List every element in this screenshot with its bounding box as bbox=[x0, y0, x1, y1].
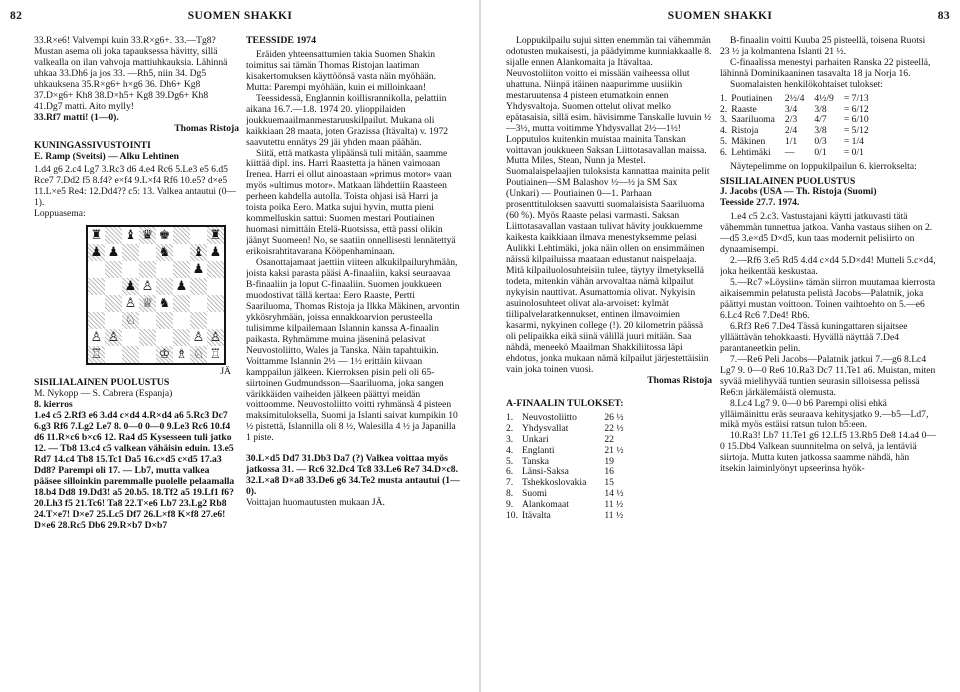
board-square bbox=[156, 244, 173, 261]
chess-piece-icon: ♙ bbox=[192, 330, 205, 346]
paragraph: Suomalaisten henkilökohtaiset tulokset: bbox=[730, 78, 883, 90]
chess-board bbox=[86, 225, 226, 365]
chess-piece-icon: ♝ bbox=[124, 228, 137, 244]
board-square bbox=[88, 244, 105, 261]
move-annotation: 8.Lc4 Lg7 9. 0—0 b6 Parempi olisi ehkä ylläimäinittu eräs seuraava kehitysjatko 9.—b5—Ld7, mikä myös estäisi ratsun tulon b5:een. bbox=[720, 397, 929, 431]
board-square bbox=[88, 261, 105, 278]
board-square bbox=[88, 346, 105, 363]
results-rank: 6. bbox=[506, 466, 514, 478]
chess-piece-icon: ♚ bbox=[158, 228, 171, 244]
paragraph: Siitä, että matkasta ylipäänsä tuli mitään, saamme kiittää dipl. ins. Harri Raastetta ja hänen vaimoaan Irenea. Harri ei ollut ainoastaan »primus motor» vaan myös »ultimus motor». Matkaan lähdettiin Raasteen perheen kahdella autolla. Toista ohjasi isä Harri ja toista poika Eero. Matka sujui hyvin, mutta pieni kommelluskin sattui: Suomen mestari Poutiainen huomasi nimittäin Etelä-Ruotsissa, että passi olikin jäänyt Suomeen! No, se saatiin onnellisesti lennätettyä erikoisrahtitavarana Kööpenhaminaan. bbox=[246, 147, 456, 258]
chess-piece-icon: ♟ bbox=[192, 262, 205, 278]
board-square bbox=[105, 312, 122, 329]
results-points: 21 ½ bbox=[604, 444, 624, 456]
board-square bbox=[173, 244, 190, 261]
chess-piece-icon: ♘ bbox=[192, 347, 205, 363]
results-country: Tshekkoslovakia bbox=[522, 477, 587, 489]
round-label: 8. kierros bbox=[34, 399, 73, 411]
board-square bbox=[173, 261, 190, 278]
board-square bbox=[122, 278, 139, 295]
game-event: Teesside 27.7. 1974. bbox=[720, 197, 800, 209]
board-square bbox=[105, 295, 122, 312]
board-square bbox=[173, 329, 190, 346]
results-country: Unkari bbox=[522, 434, 549, 446]
board-square bbox=[88, 295, 105, 312]
column-2 bbox=[246, 36, 460, 686]
chess-piece-icon: ♞ bbox=[158, 245, 171, 261]
game-moves: 30.L×d5 Dd7 31.Db3 Da7 (?) Valkea voittaa myös jatkossa 31. — Rc6 32.Dc4 Tc8 33.Le6 Re7 34.D×c8. 32.L×a8 D×a8 33.De6 g6 34.Te2 musta antautui (1—0). bbox=[246, 453, 460, 498]
results-country: Yhdysvallat bbox=[522, 423, 569, 435]
move-annotation: 1.e4 c5 2.c3. Vastustajani käytti jatkuvasti tätä vähemmän tunnettua jatkoa. Vanha vastaus siihen on 2.—d5 3.e×d5 D×d5, kun taas modernit pelisiirto on dynaamisempi. bbox=[720, 211, 933, 256]
results-country: Itävalta bbox=[522, 509, 551, 521]
paragraph: Eräiden yhteensattumien takia Suomen Shakin toimitus sai tämän Thomas Ristojan laatiman kisakertomuksen käyttöönsä vasta näin myöhään. Mutta: Parempi myöhään, kuin ei milloinkaan! bbox=[246, 48, 436, 93]
paragraph: Osanottajamaat jaettiin viiteen alkukilpailuryhmään, joista kaksi parasta pääsi A-finaaliin, kaksi seuraavaa B-finaaliin ja loput C-finaaliin. Suomen joukkueen muodostivat tällä kertaa: Eero Raaste, Pertti Saariluoma, Thomas Ristoja ja Ilkka Mäkinen, arvontin ykkösryhmään, joissa ennakkoarvion perusteella tulisimme kilpailemaan Islannin kanssa A-finaalin paikasta. Ryhmämme muina jäseninä pelasivat Neuvostoliitto, Wales ja Tanska. Näin tapahtuikin. Voittamme Islannin 2½ — 1½ erittäin kiivaan kamppailun jälkeen. Kierroksen pisin peli oli 65-siirtoinen Gudmundsson—Saariluoma, joka sangen värikkäiden vaiheiden jälkeen päättyi meidän voittoomme. Neuvostoliitto voitti ryhmänsä 4 pisteen maksimituloksella, Suomi ja Islanti saivat kumpikin 10 ½ pistettä, Islannilla oli 8 ½, Walesilla 4 ½ ja Japanilla 1 piste. bbox=[246, 257, 460, 444]
move-annotation: 6.Rf3 Re6 7.De4 Tässä kuningattaren sijaitsee ylläättävän tehokkaasti. Hyvällä näyttää 7.De4 parantaneetkin pelin. bbox=[720, 320, 908, 354]
game-players: E. Ramp (Sveitsi) — Alku Lehtinen bbox=[34, 150, 179, 162]
section-heading: TEESSIDE 1974 bbox=[246, 36, 316, 46]
board-square bbox=[207, 346, 224, 363]
personal-c: = 5/12 bbox=[843, 125, 869, 137]
paragraph: Loppukilpailu sujui sitten enemmän tai vähemmän odotusten mukaisesti, ja päädyimme kunniakkaalle 8. sijalle ennen Alankomaita ja Itävaltaa. Neuvostoliiton voitto ei missään vaiheessa ollut uhattuna. Niinpä itäinen naapurimme uusiikin mestaruutensa 4 pisteen etumatkoin ennen Yhdysvaltoja. Suomen ottelut olivat melko epätasaisia, sillä esim. hävisimme Tanskalle luvuin ½—3½, mutta voitimme Yhdysvallat 2½—1½! Lopputulos kuitenkin muistaa mainita Tanskan voittavan joukkueen Saksan Liittotasavallan maissa. Mutta Miles, Stean, Nunn ja Mestel. Suomalaispelaajien tuloksista kannattaa mainita pelit Poutiainen—SM Balashov ½—½ ja SM Sax (Unkari) — Poutiainen 0—1. Parhaan prosenttituloksen saavutti suomalaisista Saariluoma (60 %). Myös Raaste pelasi varmasti. Saksan Liittotasavallan vastaan tulivat hävity joukkuemme kaikesta kaikkiaan ilmava menestyksemme pelasi Aulikki Lehtimäki, joka näin ollen on ensimmäinen näissä kilpailuissa maataan edustanut naispelaaja. Mitä kilpailuolosuhteisiin tulee, täytyy ilmetyksellä todeta, mitenkin vähän arvovaltaa nämä kilpailut nykyisin nauttivat. Asumattomia olivat. Nykyisin asuinolosuhteet olivat ala-arvoiset: kylmät tiilipalvelaratkennukset, entinen ilmavoimien kasarmi, nykyinen college (!). 20 kilometrin päässä oli pelipaikka eikä siinä välillä juuri mitään. Saa nähdä, meneekö Maailman Shakkiliitossa läpi ehdotus, jonka mukaan nämä kilpailut järjestettäisiin vain joka toinen vuosi. bbox=[506, 36, 712, 375]
board-square bbox=[105, 244, 122, 261]
column-3 bbox=[506, 36, 712, 686]
results-country: Tanska bbox=[522, 455, 550, 467]
results-points: 19 bbox=[604, 455, 614, 467]
move-annotation: 5.—Rc7 »Löysiin» tämän siirron muutamaa kierrosta aikaisemmin pelatusta pelistä Jacobs—Palatnik, joka päättyi mustan voittoon. Toinen vaihtoehto on 5.—e6 6.Lc4 Rc6 7.De4! Rb6. bbox=[720, 277, 936, 321]
results-table bbox=[506, 413, 628, 521]
signature: Thomas Ristoja bbox=[174, 122, 239, 134]
results-rank: 10. bbox=[506, 509, 518, 521]
results-rank: 9. bbox=[506, 498, 514, 510]
chess-piece-icon: ♟ bbox=[209, 245, 222, 261]
board-square bbox=[190, 346, 207, 363]
personal-c: = 6/12 bbox=[843, 103, 869, 115]
personal-results-table bbox=[720, 94, 873, 159]
paragraph: C-finaalissa menestyi parhaiten Ranska 22 pisteellä, lähinnä Dominikaaninen tasavalta 18 ja Norja 16. bbox=[720, 56, 931, 79]
right-page-number: 83 bbox=[937, 10, 950, 22]
results-country: Englanti bbox=[522, 444, 555, 456]
section-heading: KUNINGASSIVUSTOINTI bbox=[34, 139, 151, 151]
annotation-comment: Voittajan huomautusten mukaan JÄ. bbox=[246, 497, 385, 509]
results-country: Alankomaat bbox=[522, 498, 569, 510]
board-square bbox=[190, 312, 207, 329]
results-rank: 7. bbox=[506, 477, 514, 489]
chess-piece-icon: ♙ bbox=[209, 330, 222, 346]
chess-piece-icon: ♗ bbox=[175, 347, 188, 363]
table-row bbox=[720, 94, 873, 105]
game-players: M. Nykopp — S. Cabrera (Espanja) bbox=[34, 388, 173, 400]
board-square bbox=[139, 312, 156, 329]
board-square bbox=[207, 244, 224, 261]
board-square bbox=[190, 261, 207, 278]
results-points: 11 ½ bbox=[604, 509, 624, 521]
chess-piece-icon: ♜ bbox=[209, 228, 222, 244]
table-row bbox=[506, 511, 628, 522]
board-square bbox=[88, 312, 105, 329]
board-square bbox=[156, 278, 173, 295]
results-rank: 4. bbox=[506, 444, 514, 456]
paragraph: Teessidessä, Englannin koillisrannikolla, pelattiin aikana 16.7.—1.8. 1974 20. ylioppilaiden joukkuemaailmanmestaruuskilpailut. Mukana oli kaikkiaan 28 maata, joten Grazissa (Itävalta) v. 1972 saavutettu ennätys 29 jäi yhden maan päähän. bbox=[246, 92, 449, 148]
game-annotation-top: 33.R×e6! Valvempi kuin 33.R×g6+. 33.—Tg8? Mustan asema oli joka tapauksessa hävitty, sillä valkealla on ilan vahvoja mattiuhkauksia. Lähinnä uhkaa 33.Dh6 ja jos 33. —Rh5, niin 34. Dg5 uhkauksena 35.R×g6+ h×g6 36. Dh6+ Kg8 37.D×g6+ Kh8 38.D×h5+ Kg8 39.Dg6+ Kh8 41.Dg7 matti. Aito mylly! bbox=[34, 36, 228, 112]
board-square bbox=[207, 227, 224, 244]
results-country: Länsi-Saksa bbox=[522, 466, 569, 478]
board-square bbox=[207, 295, 224, 312]
game-players: J. Jacobs (USA — Th. Ristoja (Suomi) bbox=[720, 186, 877, 198]
personal-a: — bbox=[784, 146, 795, 158]
board-square bbox=[190, 227, 207, 244]
board-square bbox=[173, 227, 190, 244]
results-country: Neuvostoliitto bbox=[522, 412, 577, 424]
board-square bbox=[156, 312, 173, 329]
personal-c: = 1/4 bbox=[843, 135, 864, 147]
chess-piece-icon: ♖ bbox=[209, 347, 222, 363]
chess-piece-icon: ♙ bbox=[90, 330, 103, 346]
personal-b: 3/8 bbox=[814, 125, 827, 137]
personal-rank: 1. bbox=[720, 92, 728, 104]
personal-b: 4/7 bbox=[814, 114, 827, 126]
results-rank: 5. bbox=[506, 455, 514, 467]
left-page-header bbox=[10, 10, 470, 22]
board-square bbox=[190, 244, 207, 261]
personal-name: Lehtimäki bbox=[731, 146, 771, 158]
diagram-caption: JÄ bbox=[220, 366, 231, 378]
personal-b: 3/8 bbox=[814, 103, 827, 115]
paragraph: Näytepelimme on loppukilpailun 6. kierrokselta: bbox=[730, 160, 917, 172]
personal-rank: 4. bbox=[720, 125, 728, 137]
chess-piece-icon: ♟ bbox=[107, 245, 120, 261]
personal-a: 3/4 bbox=[784, 103, 798, 115]
board-square bbox=[173, 346, 190, 363]
personal-b: 0/3 bbox=[814, 135, 827, 147]
board-square bbox=[173, 312, 190, 329]
personal-c: = 0/1 bbox=[843, 146, 864, 158]
personal-c: = 6/10 bbox=[843, 114, 869, 126]
results-rank: 8. bbox=[506, 488, 514, 500]
board-square bbox=[207, 261, 224, 278]
chess-piece-icon: ♔ bbox=[158, 347, 171, 363]
signature: Thomas Ristoja bbox=[647, 374, 712, 386]
board-square bbox=[105, 261, 122, 278]
result-line: 33.Rf7 matti! (1—0). bbox=[34, 111, 119, 123]
board-square bbox=[88, 278, 105, 295]
game-moves: 1.d4 g6 2.c4 Lg7 3.Rc3 d6 4.e4 Rc6 5.Le3 e5 6.d5 Rce7 7.Dd2 f5 8.f4? e×f4 9.L×f4 Rf6 10.e5? d×e5 11.L×e5 Re4: 12.Dd4?? c5: 13. Valkea antautui (0—1). bbox=[34, 164, 237, 209]
board-square bbox=[190, 295, 207, 312]
personal-a: 1/1 bbox=[784, 135, 798, 147]
board-square bbox=[156, 346, 173, 363]
game-moves: 1.e4 c5 2.Rf3 e6 3.d4 c×d4 4.R×d4 a6 5.Rc3 Dc7 6.g3 Rf6 7.Lg2 Le7 8. 0—0 0—0 9.Le3 Rc6 10.f4 d6 11.R×c6 b×c6 12. Ra4 d5 Kysesseen tuli jatko 12. — Tb8 13.c4 c5 valkean vähäisin eduin. 13.e5 Rd7 14.c4 Tb8 15.Tc1 Da5 16.c×d5 c×d5 17.a3 Dd8? Parempi oli 17. — Lb7, mutta valkea pääsee silloinkin paremmalle puolelle pelaamalla 18.b4 Dd8 19.Dd3! a5 20.b5. 18.Tf2 a5 19.Lf1 f6? 20.Lh3 f5 21.Tc6! Ta8 22.T×e6 Lb7 23.Lg2 Rb8 24.T×e7! D×e7 25.Lc5 Df7 26.L×f8 K×f8 27.e6! D×e6 28.Rc5 Db6 29.R×b7 D×b7 bbox=[34, 410, 235, 531]
board-square bbox=[122, 261, 139, 278]
board-square bbox=[207, 312, 224, 329]
column-1 bbox=[34, 36, 239, 686]
board-square bbox=[122, 346, 139, 363]
personal-a: 2/4 bbox=[784, 125, 798, 137]
board-square bbox=[122, 244, 139, 261]
board-square bbox=[173, 295, 190, 312]
results-rank: 3. bbox=[506, 434, 514, 446]
chess-piece-icon: ♟ bbox=[90, 245, 103, 261]
results-points: 26 ½ bbox=[604, 412, 624, 424]
board-square bbox=[173, 278, 190, 295]
board-square bbox=[139, 329, 156, 346]
board-square bbox=[105, 227, 122, 244]
board-square bbox=[88, 227, 105, 244]
section-heading: SISILIALAINEN PUOLUSTUS bbox=[720, 175, 856, 187]
board-square bbox=[139, 261, 156, 278]
right-running-title: SUOMEN SHAKKI bbox=[667, 10, 773, 22]
personal-a: 2/3 bbox=[784, 114, 798, 126]
board-square bbox=[139, 278, 156, 295]
board-square bbox=[156, 261, 173, 278]
results-heading: A-FINAALIN TULOKSET: bbox=[506, 397, 624, 409]
board-square bbox=[122, 227, 139, 244]
paragraph: B-finaalin voitti Kuuba 25 pisteellä, toisena Ruotsi 23 ½ ja kolmantena Islanti 21 ½. bbox=[720, 36, 926, 57]
column-4 bbox=[720, 36, 936, 686]
chess-piece-icon: ♞ bbox=[158, 296, 171, 312]
right-page bbox=[480, 0, 960, 692]
board-square bbox=[122, 329, 139, 346]
board-square bbox=[122, 312, 139, 329]
chess-piece-icon: ♝ bbox=[192, 245, 205, 261]
final-position-label: Loppuasema: bbox=[34, 208, 86, 220]
personal-name: Raaste bbox=[731, 103, 757, 115]
move-annotation: 2.—Rf6 3.e5 Rd5 4.d4 c×d4 5.D×d4! Mutteli 5.c×d4, joka heikentää keskustaa. bbox=[720, 255, 936, 278]
board-square bbox=[190, 329, 207, 346]
board-square bbox=[207, 278, 224, 295]
personal-name: Ristoja bbox=[731, 125, 759, 137]
board-square bbox=[156, 227, 173, 244]
results-points: 22 ½ bbox=[604, 423, 624, 435]
results-points: 14 ½ bbox=[604, 488, 624, 500]
personal-c: = 7/13 bbox=[843, 92, 869, 104]
chess-piece-icon: ♙ bbox=[107, 330, 120, 346]
table-row bbox=[720, 148, 873, 159]
results-rank: 2. bbox=[506, 423, 514, 435]
personal-b: 4½/9 bbox=[814, 92, 834, 104]
personal-b: 0/1 bbox=[814, 146, 827, 158]
board-square bbox=[105, 329, 122, 346]
left-running-title: SUOMEN SHAKKI bbox=[187, 10, 293, 22]
personal-rank: 6. bbox=[720, 146, 728, 158]
board-square bbox=[207, 329, 224, 346]
board-square bbox=[139, 227, 156, 244]
results-country: Suomi bbox=[522, 488, 548, 500]
annotated-moves bbox=[720, 212, 936, 475]
chess-diagram bbox=[86, 225, 236, 365]
chess-piece-icon: ♟ bbox=[124, 279, 137, 295]
move-annotation: 7.—Re6 Peli Jacobs—Palatnik jatkui 7.—g6 8.Lc4 Lg7 9. 0—0 Re6 10.Ra3 Dc7 11.Te1 a6. Muistan, miten syvää mielihyvää tuntien seurasin silloisessa pelissä Re6:n järkälemäistä olemusta. bbox=[720, 353, 936, 398]
move-annotation: 10.Ra3! Lb7 11.Te1 g6 12.Lf5 13.Rb5 De8 14.a4 0—0 15.Db4 Valkean suunnitelma on selvä, ja lentäviä siirtoja. Mutta kuten jatkossa saamme nähdä, hän itsekin laiminlyönyt upseerinsa hyök- bbox=[720, 430, 936, 475]
board-square bbox=[139, 346, 156, 363]
personal-rank: 2. bbox=[720, 103, 728, 115]
section-heading: SISILIALAINEN PUOLUSTUS bbox=[34, 377, 170, 389]
results-rank: 1. bbox=[506, 412, 514, 424]
board-square bbox=[122, 295, 139, 312]
board-square bbox=[88, 329, 105, 346]
results-points: 16 bbox=[604, 466, 614, 478]
results-points: 22 bbox=[604, 434, 614, 446]
personal-name: Poutiainen bbox=[731, 92, 773, 104]
personal-rank: 5. bbox=[720, 135, 728, 147]
chess-piece-icon: ♟ bbox=[175, 279, 188, 295]
chess-piece-icon: ♛ bbox=[141, 228, 154, 244]
left-page-number: 82 bbox=[10, 10, 23, 22]
table-row bbox=[506, 500, 628, 511]
board-square bbox=[156, 329, 173, 346]
board-square bbox=[139, 244, 156, 261]
results-points: 15 bbox=[604, 477, 614, 489]
board-square bbox=[105, 278, 122, 295]
chess-piece-icon: ♜ bbox=[90, 228, 103, 244]
personal-a: 2½/4 bbox=[784, 92, 805, 104]
board-square bbox=[190, 278, 207, 295]
results-points: 11 ½ bbox=[604, 498, 624, 510]
personal-rank: 3. bbox=[720, 114, 728, 126]
board-square bbox=[156, 295, 173, 312]
board-square bbox=[139, 295, 156, 312]
personal-name: Mäkinen bbox=[731, 135, 766, 147]
board-square bbox=[105, 346, 122, 363]
chess-piece-icon: ♖ bbox=[90, 347, 103, 363]
chess-piece-icon: ♕ bbox=[141, 296, 154, 312]
chess-piece-icon: ♙ bbox=[141, 279, 154, 295]
personal-name: Saariluoma bbox=[731, 114, 775, 126]
chess-piece-icon: ♙ bbox=[124, 296, 137, 312]
chess-piece-icon: ♘ bbox=[124, 313, 137, 329]
